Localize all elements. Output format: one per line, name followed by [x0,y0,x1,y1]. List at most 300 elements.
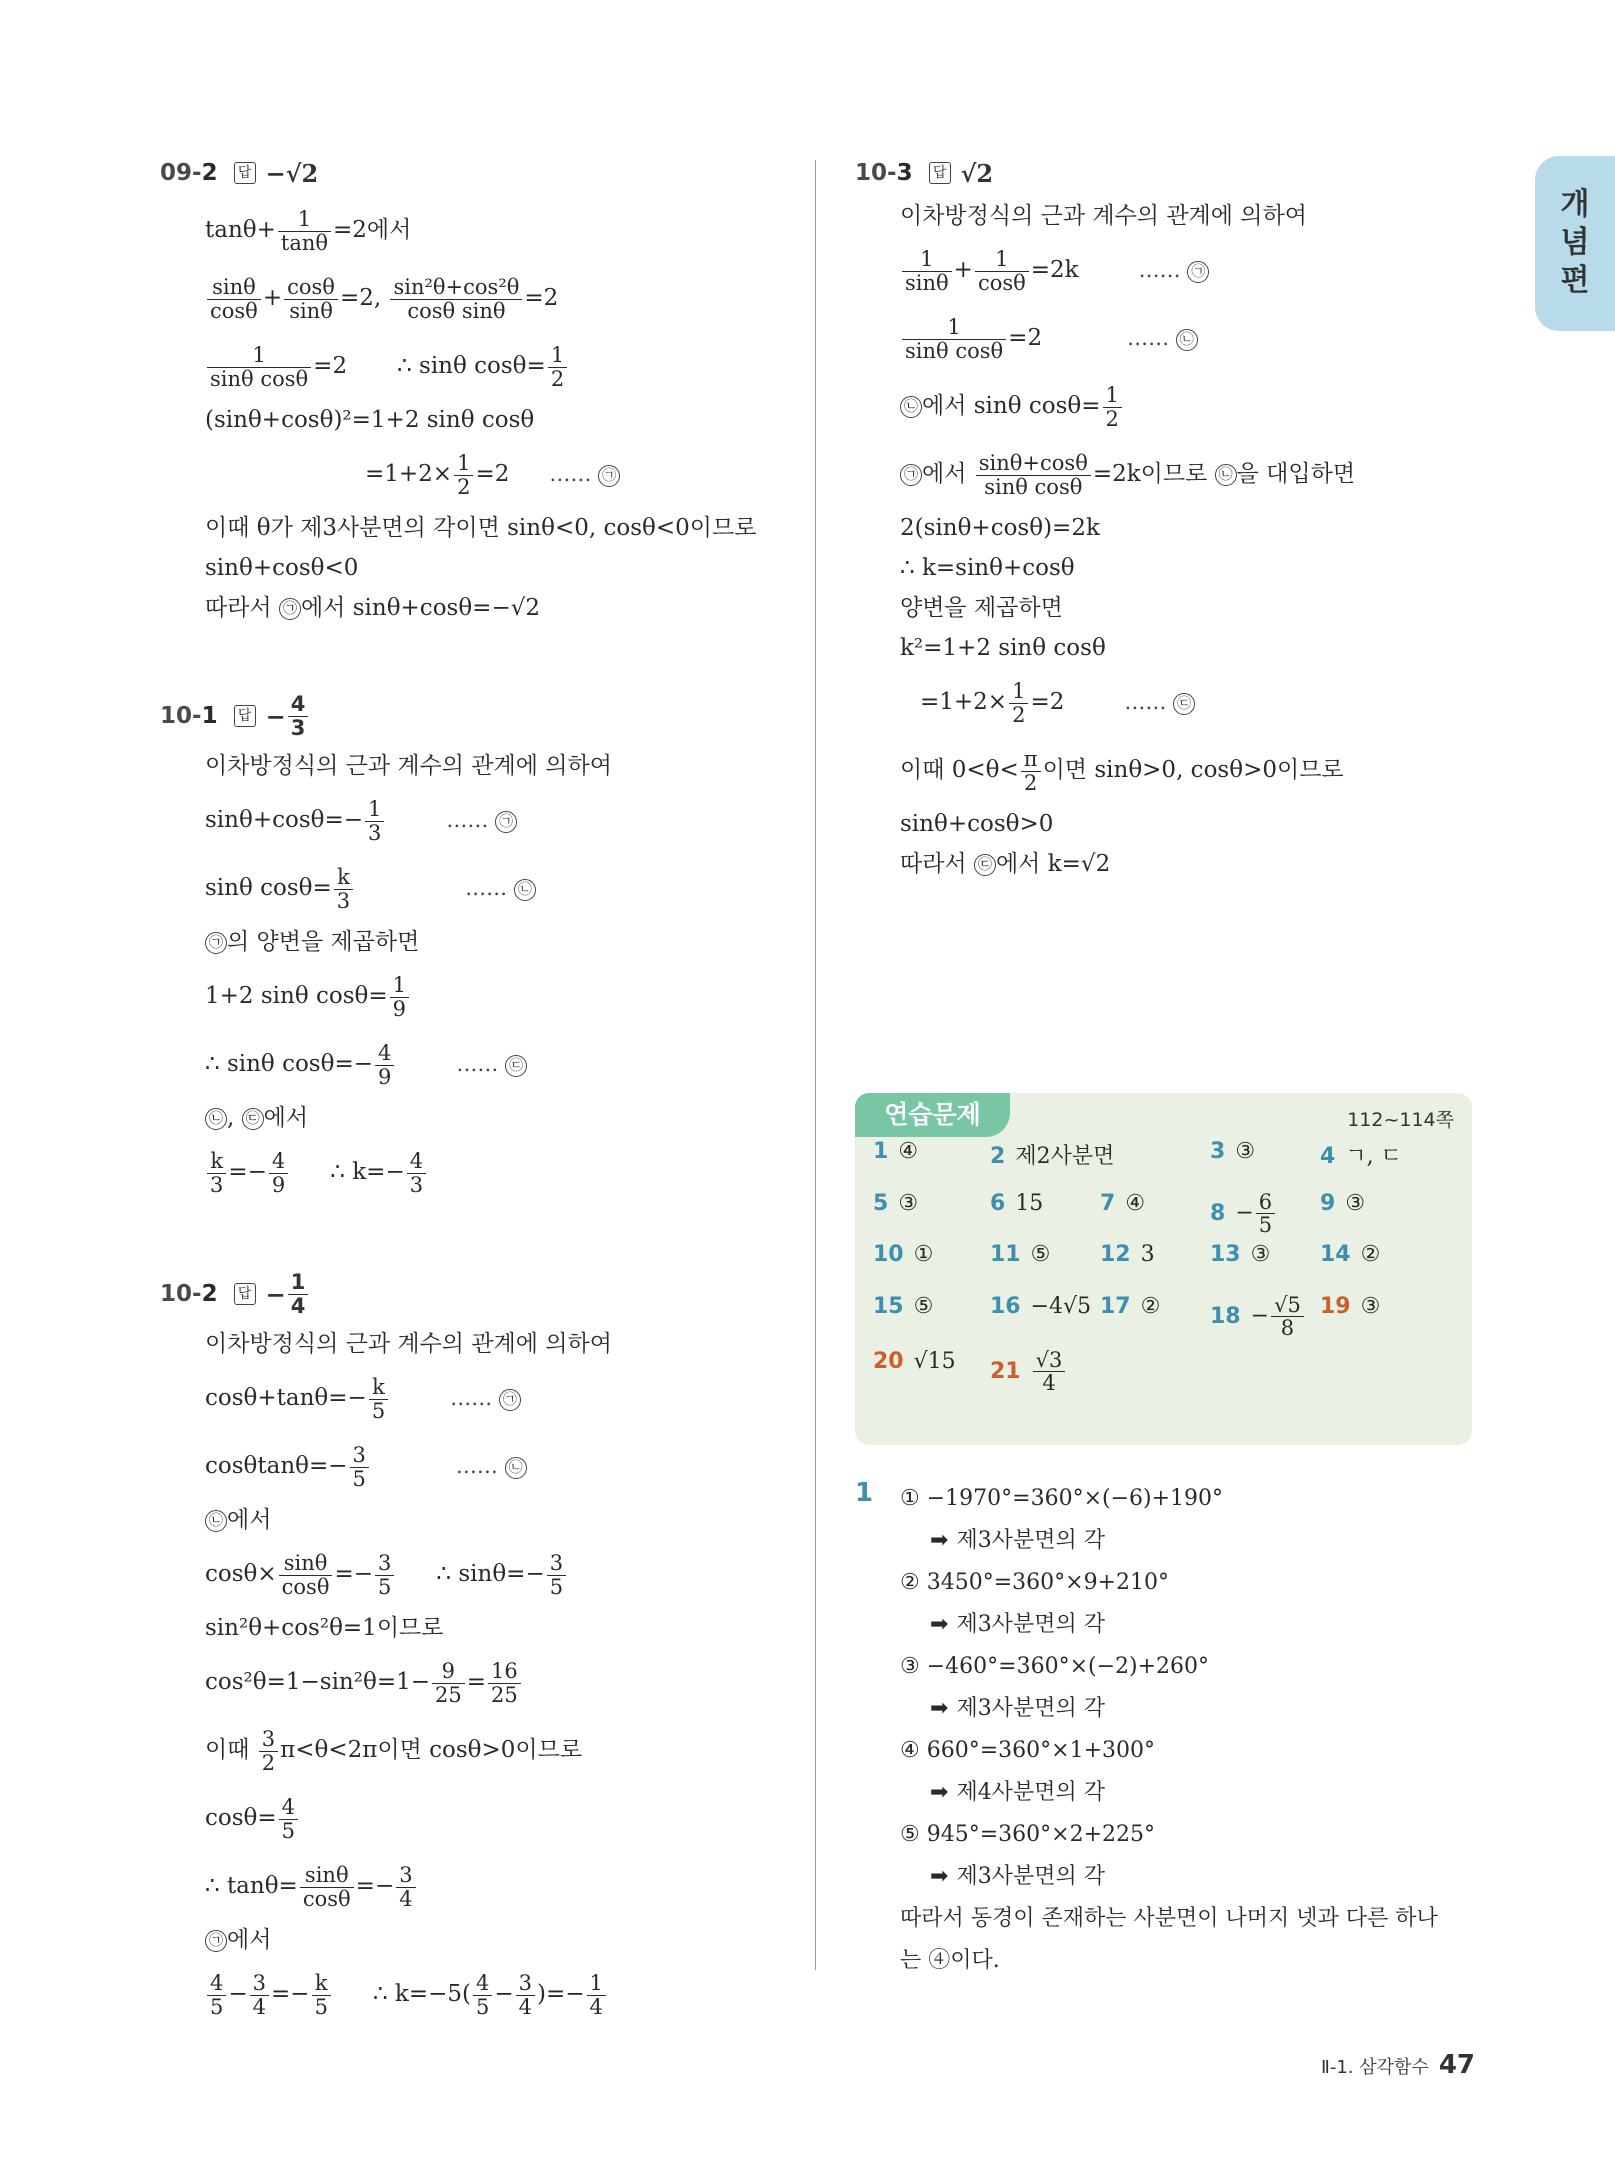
denominator: 4 [399,1886,413,1911]
fraction [279,1552,333,1597]
fraction [207,1150,226,1195]
solution-line: ∴ k=sinθ+cosθ [900,555,1075,581]
expr: cos²θ=1−sin²θ=1− [205,1669,430,1695]
denominator: 9 [392,996,407,1021]
solution-line [205,588,800,628]
expr: 의 양변을 제곱하면 [227,929,420,955]
denominator: 2 [1105,406,1119,431]
numerator: 1 [365,798,384,821]
numerator: sinθ+cosθ [976,452,1091,475]
numerator: 6 [1256,1191,1275,1214]
solution-number: 1 [855,1478,874,1508]
numerator: 3 [516,1972,535,1995]
numerator: 3 [396,1864,415,1887]
practice-answer-item [990,1191,1043,1216]
denominator: 2 [1024,770,1038,795]
fraction [334,866,353,911]
expr: =− [334,1561,374,1587]
denominator: 2 [550,366,565,391]
denominator: 5 [314,1994,328,2019]
solution-line [900,372,1480,440]
solution-line [205,786,800,854]
numerator: √3 [1033,1349,1066,1372]
denominator: 25 [491,1682,518,1707]
fraction [269,1150,288,1195]
practice-item-number: 9 [1320,1191,1336,1216]
expr: 1+2 sinθ cosθ= [205,983,388,1009]
problem-number: 10- [855,160,897,186]
practice-answer-item [1320,1242,1380,1267]
solution-line [900,1562,1480,1604]
arrow-right-icon: ➡ [930,1780,949,1805]
answer-sign: − [265,701,286,731]
practice-item-value: −4√5 [1030,1294,1092,1319]
denominator: 2 [457,474,471,499]
solution-line [205,332,800,400]
fraction [516,1972,535,2017]
numerator: 3 [259,1728,278,1751]
numerator: 1 [454,452,473,475]
numerator: 1 [1103,384,1122,407]
solution-line [205,1364,800,1432]
expr: =2 [313,353,348,379]
solution-line: 이때 θ가 제3사분면의 각이면 sinθ<0, cosθ<0이므로 [205,515,757,541]
problem-number: 10- [160,1281,202,1307]
expr: =2, [339,285,389,311]
dots: …… [549,462,592,486]
solution-text: ① −1970°=360°×(−6)+190° [900,1486,1224,1511]
solution-line: $\frac{\sin\theta}{\cos\theta}$ + $\frac{\cos\theta}{\sin\theta}$ =2, $\frac{\text{sin²θ+cos²θ}}{\text{cosθ sinθ}}$ =2 [205,264,800,332]
solution-line [205,1432,800,1500]
expr: − [494,1981,514,2007]
practice-answer-item [1210,1139,1255,1164]
solution-line [900,304,1480,372]
problem-header [160,1264,800,1324]
denominator: 4 [518,1994,533,2019]
expr: 이때 0<θ< [900,757,1019,783]
denominator: 4 [1042,1371,1056,1396]
solution-line [900,736,1480,804]
circled-label: ㉡ [1176,329,1198,351]
circled-label: ㉡ [205,1108,227,1130]
problem-header [160,150,800,196]
practice-answer-item [1100,1191,1145,1216]
problem-number: 09- [160,160,202,186]
equation-tag [446,786,517,854]
numerator: 9 [432,1660,465,1683]
solution-text: ④ 660°=360°×1+300° [900,1738,1155,1763]
numerator: 16 [488,1660,521,1683]
practice-item-number: 7 [1100,1191,1116,1216]
fraction [207,344,311,389]
circled-label: ㉠ [598,465,620,487]
denominator: cosθ [281,1574,330,1599]
practice-answer-item [1210,1294,1306,1339]
equation-tag [456,1432,527,1500]
numerator: 3 [250,1972,269,1995]
fraction [259,1728,278,1773]
numerator: k [207,1150,226,1173]
page-footer [1321,2050,1475,2080]
denominator: 3 [290,715,306,740]
fraction [902,316,1006,361]
fraction [432,1660,465,1705]
circled-label: ㉢ [1173,693,1195,715]
answer-mark: 답 [234,705,256,727]
denominator: 4 [252,1994,267,2019]
numerator: 4 [288,693,309,716]
answer-value: √2 [960,158,994,188]
practice-pages: 112~114쪽 [1347,1109,1454,1131]
numerator: π [1021,748,1041,771]
circled-label: ㉠ [495,811,517,833]
expr: =1+2× [920,689,1008,715]
answer-sign: − [265,1279,286,1309]
fraction [976,452,1091,497]
denominator: cosθ [210,298,258,323]
page-number: 47 [1438,2050,1475,2080]
expr: + [953,257,973,283]
practice-title: 연습문제 [855,1093,1010,1137]
dots: …… [456,1052,499,1076]
practice-item-number: 6 [990,1191,1006,1216]
fraction [207,1972,226,2017]
problem-10-1 [160,686,800,1206]
fraction [548,344,567,389]
numerator: 4 [279,1796,298,1819]
answer-fraction [288,1271,309,1316]
fraction [365,798,384,843]
practice-item-value: ② [1140,1294,1161,1319]
practice-item-number: 1 [873,1139,889,1164]
practice-item-number: 17 [1100,1294,1131,1319]
solution-text: 제3사분면의 각 [956,1528,1105,1553]
circled-label: ㉡ [1215,464,1237,486]
expr: ∴ k=− [330,1159,405,1185]
fraction [390,974,409,1019]
expr: 에서 sinθ cosθ= [922,393,1101,419]
practice-answer-item [1100,1242,1155,1267]
solution-line [205,1030,800,1098]
circled-label: ㉢ [505,1055,527,1077]
practice-item-value: ③ [1345,1191,1366,1216]
expr: ∴ k=−5( [372,1981,471,2007]
problem-09-2 [160,150,800,628]
solution-line: k²=1+2 sinθ cosθ [900,635,1106,661]
denominator: sinθ cosθ [984,474,1083,499]
expr: =2 [1008,325,1043,351]
numerator: 4 [269,1150,288,1173]
expr: 에서 [263,1105,309,1131]
denominator: 5 [475,1994,490,2019]
circled-label: ㉡ [514,879,536,901]
expr: cosθ× [205,1561,277,1587]
practice-item-value: ④ [1125,1191,1146,1216]
practice-item-fraction [1033,1349,1066,1394]
solution-line: sinθ+cosθ<0 [205,555,359,581]
solution-line [205,1716,800,1784]
practice-item-value: ⑤ [1030,1242,1051,1267]
denominator: 5 [549,1574,564,1599]
numerator: 4 [407,1150,426,1173]
fraction [279,1796,298,1841]
solution-line: 이차방정식의 근과 계수의 관계에 의하여 [205,1331,612,1357]
solution-text: 제3사분면의 각 [956,1612,1105,1637]
expr: ∴ tanθ= [205,1873,298,1899]
expr: sinθ cosθ= [205,875,332,901]
denominator: 2 [1012,702,1026,727]
solution-text: ③ −460°=360°×(−2)+260° [900,1654,1210,1679]
practice-answer-item [873,1139,918,1164]
problem-subnumber: 1 [201,703,218,729]
fraction [284,276,338,321]
practice-item-number: 21 [990,1358,1021,1384]
practice-answer-item [873,1294,933,1319]
expr: =2 [475,461,510,487]
expr: = [466,1669,487,1695]
solution-line [900,844,1480,884]
dots: …… [1124,690,1167,714]
circled-label: ㉢ [974,854,996,876]
expr: cosθ+tanθ=− [205,1385,367,1411]
denominator: cosθ sinθ [407,298,506,323]
denominator: 25 [435,1682,462,1707]
practice-item-number: 11 [990,1242,1021,1267]
equation-tag [549,440,620,508]
denominator: 8 [1280,1316,1295,1341]
expr: 따라서 [900,851,974,877]
fraction [902,248,952,293]
dots: …… [450,1386,493,1410]
expr: 에서 [922,461,974,487]
practice-item-number: 12 [1100,1242,1131,1267]
expr: , [227,1105,242,1131]
expr: 이면 sinθ>0, cosθ>0이므로 [1042,757,1344,783]
denominator: 4 [290,1293,306,1318]
solution-line [900,1814,1480,1856]
solution-line [930,1520,1480,1562]
practice-item-value: 3 [1140,1242,1155,1267]
solution-line [900,440,1480,508]
side-tab [1535,156,1615,331]
solution-line [900,1730,1480,1772]
equation-tag [1127,304,1198,372]
solution-line: (sinθ+cosθ)²=1+2 sinθ cosθ [205,407,535,433]
problem-subnumber: 2 [201,160,218,186]
fraction [473,1972,492,2017]
left-column [160,150,800,2028]
numerator: 3 [375,1552,394,1575]
arrow-right-icon: ➡ [930,1864,949,1889]
numerator: 1 [587,1972,606,1995]
arrow-right-icon: ➡ [930,1696,949,1721]
practice-answer-item [873,1349,956,1374]
circled-label: ㉡ [205,1510,227,1532]
solution-text: 제3사분면의 각 [956,1864,1105,1889]
expr: 따라서 [205,595,279,621]
practice-item-value: ③ [898,1191,919,1216]
fraction [300,1864,354,1909]
fraction [369,1376,388,1421]
fraction [547,1552,566,1597]
practice-item-number: 13 [1210,1242,1241,1267]
expr: =− [271,1981,310,2007]
solution-line: 2(sinθ+cosθ)=2k [900,515,1100,541]
practice-item-number: 19 [1320,1294,1351,1319]
denominator: 3 [409,1172,424,1197]
fraction [488,1660,521,1705]
denominator: 2 [261,1750,276,1775]
solution-line [205,1920,800,1960]
solution-line [205,962,800,1030]
numerator: k [334,866,353,889]
practice-item-value: ① [913,1242,934,1267]
denominator: sinθ [905,270,949,295]
solution-line: sin²θ+cos²θ=1이므로 [205,1615,444,1641]
answer-fraction [288,693,309,738]
denominator: 5 [352,1466,366,1491]
numerator: cosθ [284,276,338,299]
fraction [454,452,473,497]
expr: cosθ= [205,1805,277,1831]
expr: =− [355,1873,395,1899]
circled-label: ㉠ [205,932,227,954]
circled-label: ㉡ [900,396,922,418]
practice-item-number: 14 [1320,1242,1351,1267]
expr: 을 대입하면 [1236,461,1356,487]
denominator: sinθ cosθ [905,338,1004,363]
practice-item-number: 10 [873,1242,904,1267]
fraction [396,1864,415,1909]
practice-item-value: − [1250,1303,1270,1329]
equation-tag [465,854,536,922]
practice-answer-item [1210,1191,1277,1236]
practice-answer-item [990,1242,1050,1267]
arrow-right-icon: ➡ [930,1528,949,1553]
practice-item-fraction [1256,1191,1275,1236]
fraction [278,208,331,253]
expr: sinθ+cosθ=− [205,807,364,833]
answer-mark: 답 [234,1283,256,1305]
solution-line: 이차방정식의 근과 계수의 관계에 의하여 [900,203,1307,229]
numerator: 4 [207,1972,226,1995]
fraction [1009,680,1028,725]
fraction [407,1150,426,1195]
denominator: cosθ [977,270,1026,295]
fraction [350,1444,369,1489]
circled-label: ㉡ [505,1457,527,1479]
solution-text: ⑤ 945°=360°×2+225° [900,1822,1155,1847]
equation-tag [1139,236,1210,304]
solution-line [900,1898,1480,1940]
fraction [250,1972,269,2017]
solution-line [205,196,800,264]
denominator: 3 [368,820,382,845]
expr: =2k이므로 [1092,461,1215,487]
practice-answer-item [873,1191,918,1216]
solution-line [205,1784,800,1852]
solution-line [205,1098,800,1138]
practice-answer-item [1210,1242,1270,1267]
solution-line: 이차방정식의 근과 계수의 관계에 의하여 [205,753,612,779]
practice-item-number: 8 [1210,1200,1226,1226]
dots: …… [1127,326,1170,350]
numerator: sinθ [207,276,261,299]
numerator: 1 [278,208,331,231]
practice-answer-item [1320,1191,1365,1216]
problem-10-3 [855,150,1480,884]
side-tab-label: 개념편 [1560,187,1590,298]
practice-item-number: 20 [873,1349,904,1374]
practice-item-value: ③ [1250,1242,1271,1267]
numerator: k [312,1972,331,1995]
denominator: 3 [210,1172,224,1197]
solution-line [930,1772,1480,1814]
problem-subnumber: 3 [896,160,913,186]
dots: …… [1138,258,1181,282]
answer-mark: 답 [929,162,951,184]
expr: ∴ sinθ=− [436,1561,545,1587]
practice-item-value: ⑤ [913,1294,934,1319]
equation-tag [1124,668,1195,736]
numerator: 1 [548,344,567,367]
numerator: 1 [207,344,311,367]
practice-item-number: 16 [990,1294,1021,1319]
practice-item-number: 3 [1210,1139,1226,1164]
solution-line [205,1960,800,2028]
problem-number: 10- [160,703,202,729]
expr: =2 [524,285,559,311]
denominator: tanθ [280,230,329,255]
problem-subnumber: 2 [201,1281,218,1307]
denominator: 5 [281,1818,296,1843]
numerator: 4 [473,1972,492,1995]
fraction [975,248,1029,293]
equation-tag [450,1364,521,1432]
fraction [1021,748,1041,793]
practice-answer-item [873,1242,933,1267]
expr: =− [228,1159,267,1185]
practice-answer-item [990,1294,1091,1319]
expr: =2k [1030,257,1079,283]
solution-line [205,1852,800,1920]
solution-line [920,668,1480,736]
solution-line [900,1940,1480,1982]
expr: tanθ+ [205,217,276,243]
denominator: 9 [378,1064,392,1089]
solution-lines [855,1478,1480,1982]
numerator: sinθ [279,1552,333,1575]
denominator: 5 [210,1994,224,2019]
expr: ∴ sinθ cosθ=− [205,1051,373,1077]
solution-line [930,1856,1480,1898]
practice-item-value: ③ [1235,1139,1256,1164]
fraction [207,276,261,321]
solution-line [930,1688,1480,1730]
solution-line [205,854,800,922]
solution-line [205,1138,800,1206]
solution-text: ② 3450°=360°×9+210° [900,1570,1169,1595]
practice-item-number: 15 [873,1294,904,1319]
solution-text: 는 ④이다. [900,1948,1000,1973]
denominator: cosθ [302,1886,351,1911]
expr: ∴ sinθ cosθ= [397,353,546,379]
numerator: 3 [547,1552,566,1575]
expr: 이때 [205,1737,257,1763]
numerator: sinθ [300,1864,354,1887]
dots: …… [446,808,489,832]
solution-line [900,1478,1480,1520]
